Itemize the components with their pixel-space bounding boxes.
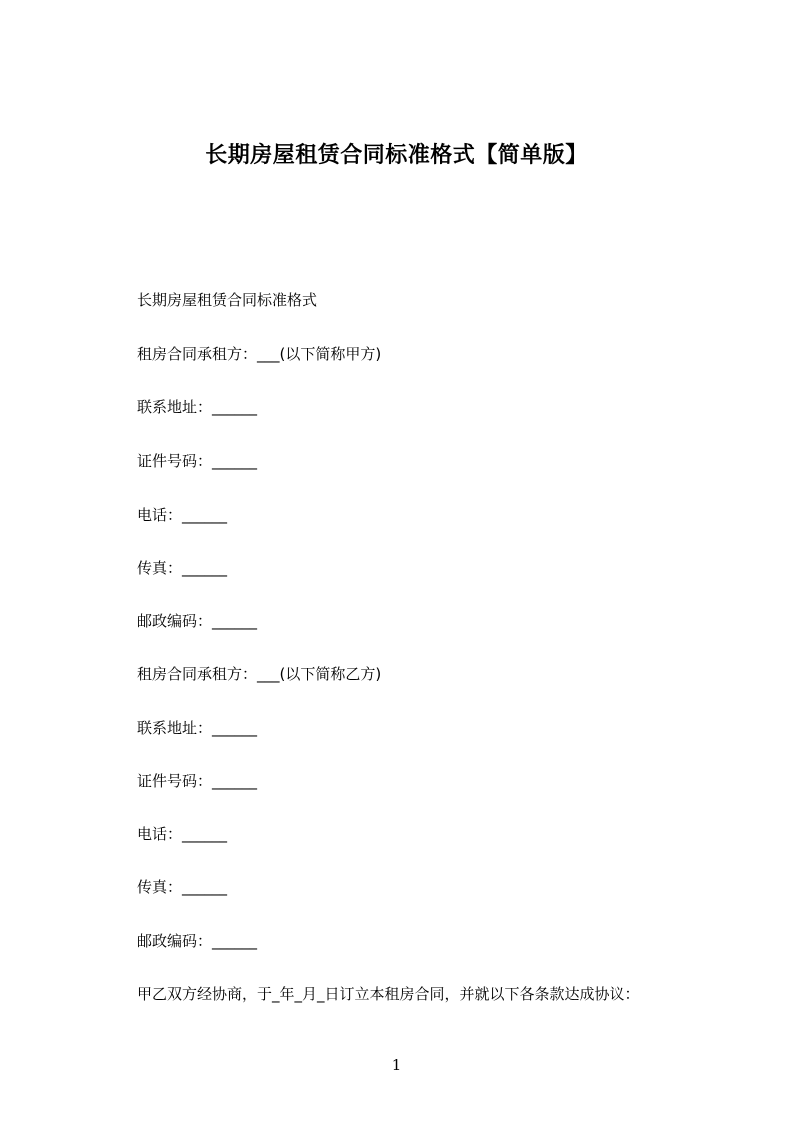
party-a-id-line: 证件号码：______: [137, 452, 258, 470]
party-b-id-line: 证件号码：______: [137, 772, 258, 790]
party-b-phone-line: 电话：______: [137, 825, 228, 843]
agreement-intro-line: 甲乙双方经协商，于_年_月_日订立本租房合同，并就以下各条款达成协议：: [137, 985, 640, 1003]
party-a-postcode-line: 邮政编码：______: [137, 612, 258, 630]
party-a-line: 租房合同承租方：___(以下简称甲方): [137, 345, 382, 363]
party-b-postcode-line: 邮政编码：______: [137, 932, 258, 950]
party-b-address-line: 联系地址：______: [137, 719, 258, 737]
party-b-line: 租房合同承租方：___(以下简称乙方): [137, 665, 382, 683]
document-title: 长期房屋租赁合同标准格式【简单版】: [205, 143, 588, 168]
subtitle-line: 长期房屋租赁合同标准格式: [137, 291, 318, 309]
party-b-fax-line: 传真：______: [137, 878, 228, 896]
page-number: 1: [391, 1056, 402, 1074]
party-a-address-line: 联系地址：______: [137, 398, 258, 416]
party-a-fax-line: 传真：______: [137, 559, 228, 577]
party-a-phone-line: 电话：______: [137, 506, 228, 524]
